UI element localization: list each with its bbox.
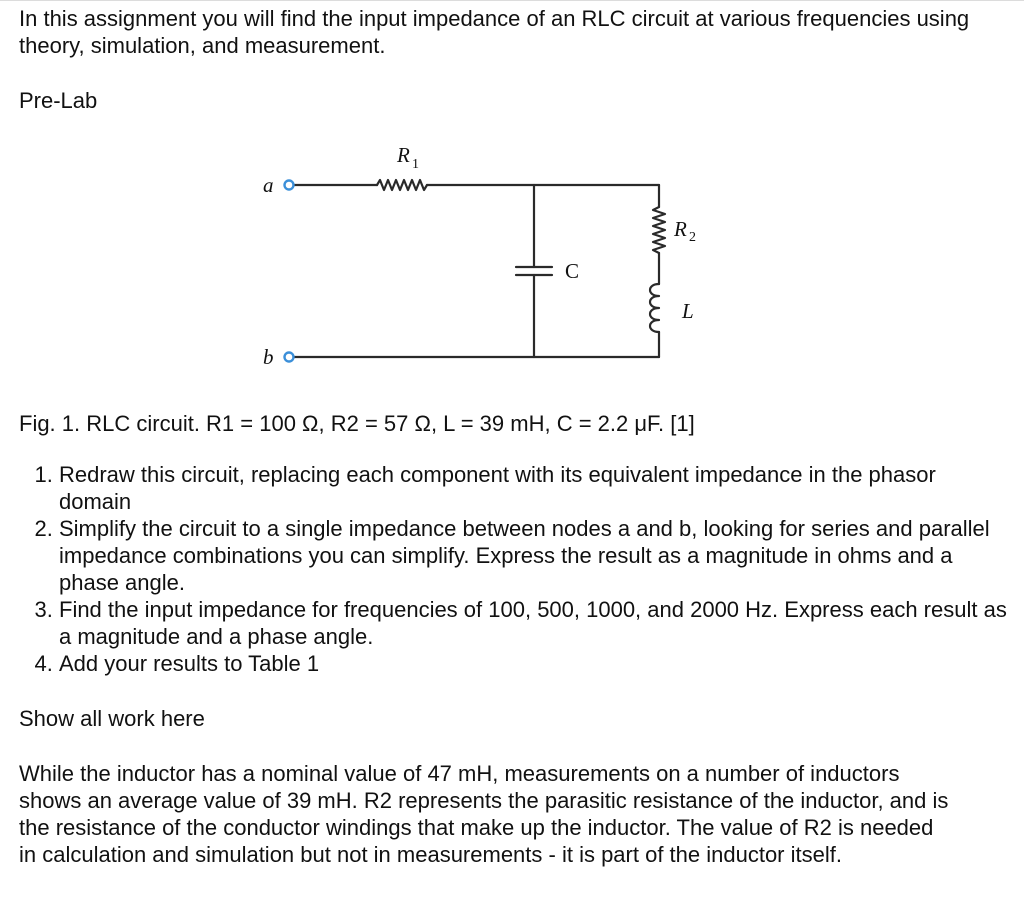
- inductor-note: While the inductor has a nominal value of 47 mH, measurements on a number of inductors shows an average value of 39 mH. R2 represents the parasitic resistance of the inductor, and is the resistance of the conductor windings that make up the inductor. The value of R2 is needed in calculation and simulation but not in measurements - it is part of the inductor itself.: [19, 761, 949, 867]
- label-r1: R: [397, 143, 410, 167]
- top-divider: [0, 0, 1024, 1]
- label-node-b: b: [263, 345, 274, 369]
- document-page: [19, 5, 1009, 868]
- rlc-circuit-figure: [19, 126, 1009, 408]
- terminal-a-icon: [285, 181, 294, 190]
- label-l: L: [682, 299, 694, 323]
- list-item: 2. Simplify the circuit to a single impedance between nodes a and b, looking for series and parallel impedance combinations you can simplify. Express the result as a magnitude in ohms and a phase angle.: [59, 515, 1009, 596]
- label-r2: R: [674, 217, 687, 241]
- label-r1-sub: 1: [412, 157, 419, 172]
- resistor-r2: [653, 207, 665, 253]
- list-item: 3. Find the input impedance for frequencies of 100, 500, 1000, and 2000 Hz. Express each result as a magnitude and a phase angle.: [59, 596, 1009, 650]
- intro-paragraph: In this assignment you will find the input impedance of an RLC circuit at various frequencies using theory, simulation, and measurement.: [19, 6, 970, 58]
- circuit-diagram: [19, 126, 1009, 408]
- list-item: 4. Add your results to Table 1: [59, 650, 1009, 677]
- label-node-a: a: [263, 173, 274, 197]
- resistor-r1: [377, 180, 427, 190]
- section-heading: Pre-Lab: [19, 88, 98, 113]
- inductor-l: [650, 284, 659, 332]
- list-item: 1. Redraw this circuit, replacing each component with its equivalent impedance in the phasor domain: [59, 461, 1009, 515]
- label-c: C: [565, 259, 580, 283]
- figure-caption: Fig. 1. RLC circuit. R1 = 100 Ω, R2 = 57 Ω, L = 39 mH, C = 2.2 μF. [1]: [19, 411, 695, 436]
- terminal-b-icon: [285, 353, 294, 362]
- task-list: [19, 461, 1009, 677]
- work-prompt: Show all work here: [19, 706, 205, 731]
- label-r2-sub: 2: [689, 230, 696, 245]
